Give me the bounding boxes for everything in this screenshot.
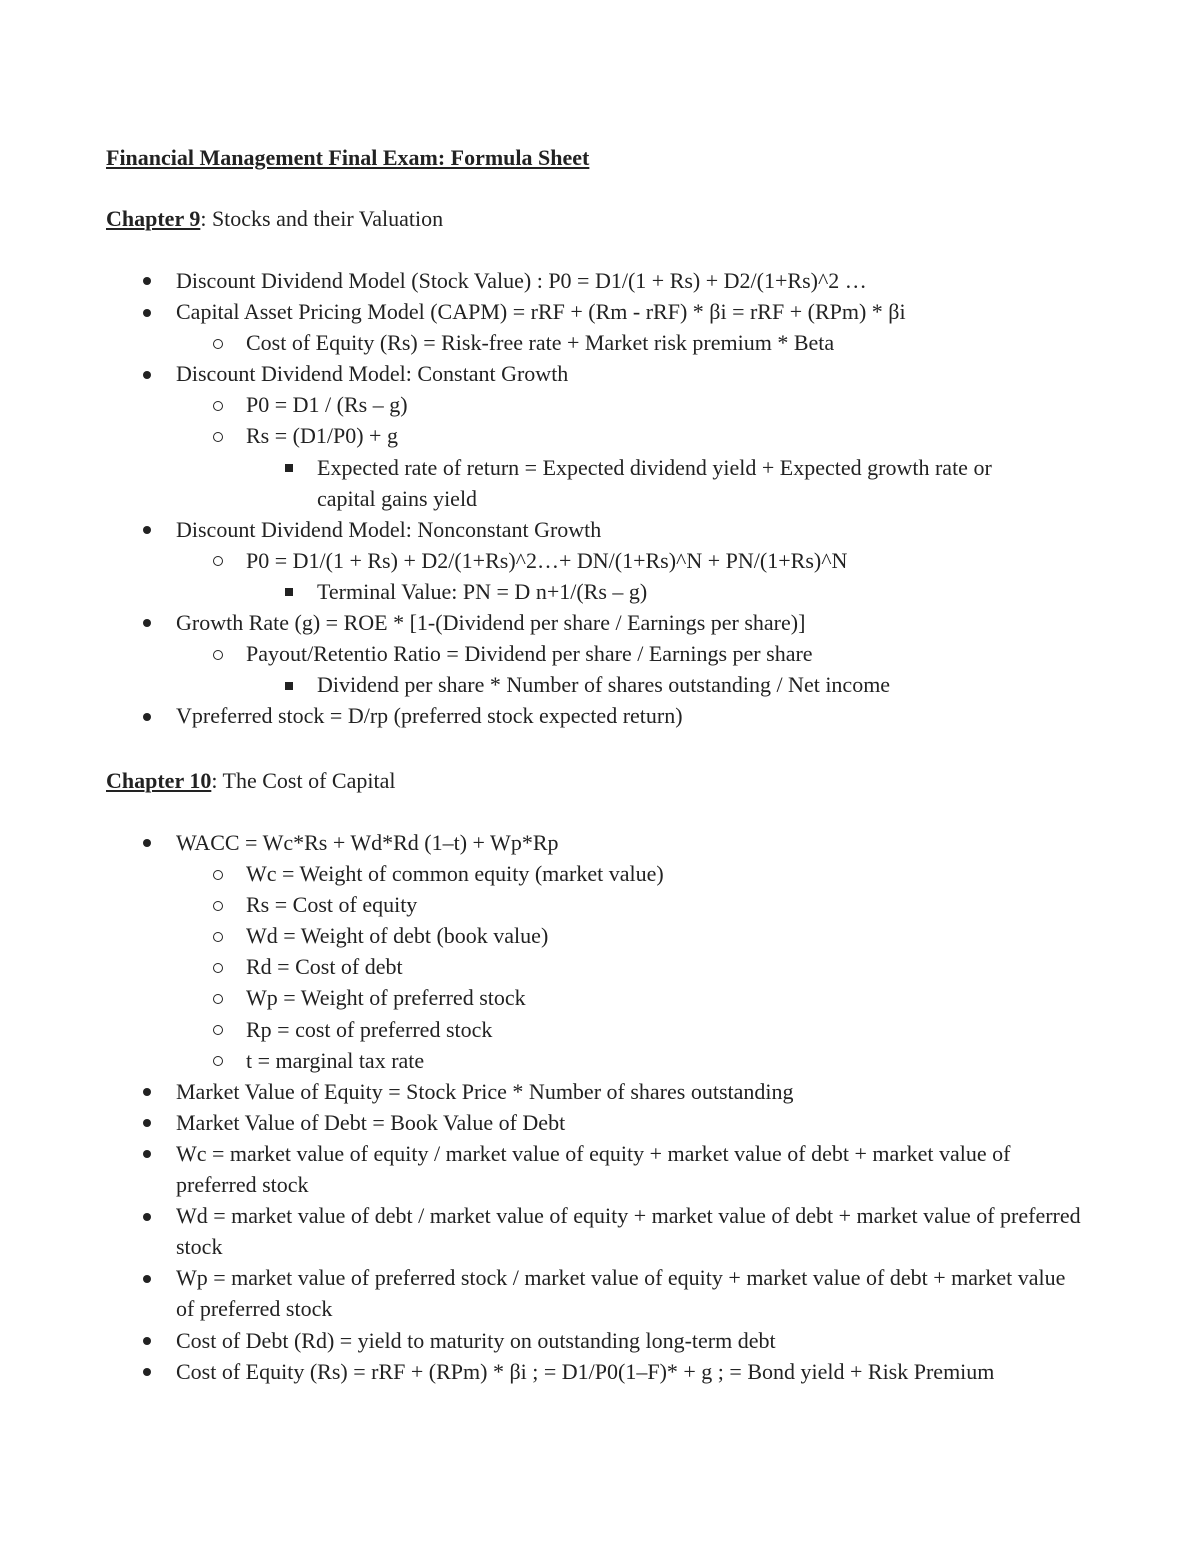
formula-text: Discount Dividend Model: Constant Growth	[176, 361, 569, 387]
bullet-glyph	[285, 588, 293, 596]
formula-text: Market Value of Equity = Stock Price * Number of shares outstanding	[176, 1078, 794, 1104]
bullet-square-icon	[282, 669, 296, 700]
formula-text: Wc = market value of equity / market value of equity + market value of debt + market value of preferred stock	[176, 1140, 1011, 1198]
bullet-filled-circle-icon	[140, 1107, 154, 1138]
bullet-hollow-circle-icon	[211, 889, 225, 920]
bullet-glyph	[213, 1056, 223, 1066]
bullet-glyph	[143, 1119, 151, 1127]
list-item	[0, 1200, 1200, 1262]
chapter-10-formula-list	[0, 827, 1200, 1387]
formula-text: WACC = Wc*Rs + Wd*Rd (1–t) + Wp*Rp	[176, 830, 559, 855]
list-item	[0, 700, 1200, 731]
list-item	[0, 982, 1200, 1013]
list-item	[0, 389, 1200, 420]
list-item	[0, 1076, 1200, 1107]
list-item	[0, 296, 1200, 327]
list-item	[0, 358, 1200, 389]
bullet-glyph	[143, 371, 151, 379]
bullet-filled-circle-icon	[140, 1076, 154, 1107]
list-item	[0, 669, 1200, 700]
list-item	[0, 1325, 1200, 1356]
chapter-10-subtitle: : The Cost of Capital	[211, 768, 396, 793]
formula-text: Wp = Weight of preferred stock	[246, 985, 526, 1011]
bullet-glyph	[213, 1025, 223, 1035]
bullet-filled-circle-icon	[140, 1138, 154, 1169]
bullet-glyph	[213, 870, 223, 880]
bullet-glyph	[213, 401, 223, 411]
formula-text: Discount Dividend Model: Nonconstant Growth	[176, 516, 602, 542]
bullet-glyph	[213, 901, 223, 911]
chapter-9-heading	[106, 203, 443, 234]
bullet-filled-circle-icon	[140, 296, 154, 327]
bullet-filled-circle-icon	[140, 700, 154, 731]
formula-text: P0 = D1/(1 + Rs) + D2/(1+Rs)^2…+ DN/(1+Rs)^N + PN/(1+Rs)^N	[246, 547, 848, 573]
bullet-filled-circle-icon	[140, 1200, 154, 1231]
bullet-filled-circle-icon	[140, 827, 154, 858]
document-title: Financial Management Final Exam: Formula Sheet	[106, 145, 590, 170]
bullet-hollow-circle-icon	[211, 1045, 225, 1076]
bullet-glyph	[143, 526, 151, 534]
bullet-hollow-circle-icon	[211, 327, 225, 358]
bullet-glyph	[213, 432, 223, 442]
list-item	[0, 607, 1200, 638]
formula-text: Rs = (D1/P0) + g	[246, 423, 398, 449]
list-item	[0, 951, 1200, 982]
formula-text: Cost of Equity (Rs) = Risk-free rate + Market risk premium * Beta	[246, 330, 835, 356]
list-item	[0, 1045, 1200, 1076]
bullet-hollow-circle-icon	[211, 982, 225, 1013]
list-item	[0, 1356, 1200, 1387]
bullet-hollow-circle-icon	[211, 858, 225, 889]
bullet-hollow-circle-icon	[211, 1014, 225, 1045]
list-item	[0, 452, 1200, 514]
formula-text: Vpreferred stock = D/rp (preferred stock expected return)	[176, 703, 683, 729]
bullet-glyph	[143, 1088, 151, 1096]
bullet-hollow-circle-icon	[211, 951, 225, 982]
chapter-9-label: Chapter 9	[106, 206, 201, 231]
chapter-9-formula-list	[0, 265, 1200, 731]
bullet-glyph	[213, 994, 223, 1004]
list-item	[0, 920, 1200, 951]
formula-text: Rp = cost of preferred stock	[246, 1016, 493, 1042]
bullet-hollow-circle-icon	[211, 920, 225, 951]
bullet-filled-circle-icon	[140, 265, 154, 296]
bullet-filled-circle-icon	[140, 358, 154, 389]
chapter-10-label: Chapter 10	[106, 768, 212, 793]
formula-text: Market Value of Debt = Book Value of Debt	[176, 1109, 566, 1135]
formula-text: Dividend per share * Number of shares outstanding / Net income	[317, 672, 891, 698]
list-item	[0, 889, 1200, 920]
formula-text: Cost of Equity (Rs) = rRF + (RPm) * βi ; = D1/P0(1–F)* + g ; = Bond yield + Risk Premium	[176, 1358, 995, 1384]
bullet-glyph	[285, 682, 293, 690]
formula-text: t = marginal tax rate	[246, 1047, 425, 1073]
bullet-glyph	[143, 1275, 151, 1283]
bullet-glyph	[213, 932, 223, 942]
bullet-glyph	[143, 1213, 151, 1221]
formula-text: Rs = Cost of equity	[246, 892, 418, 918]
bullet-glyph	[143, 713, 151, 721]
list-item	[0, 545, 1200, 576]
bullet-glyph	[213, 650, 223, 660]
bullet-square-icon	[282, 452, 296, 483]
bullet-hollow-circle-icon	[211, 545, 225, 576]
list-item	[0, 638, 1200, 669]
chapter-10-heading	[106, 765, 395, 796]
bullet-filled-circle-icon	[140, 1262, 154, 1293]
formula-text: Expected rate of return = Expected dividend yield + Expected growth rate or capital gains yield	[317, 454, 992, 511]
list-item	[0, 327, 1200, 358]
list-item	[0, 420, 1200, 451]
bullet-glyph	[213, 556, 223, 566]
list-item	[0, 827, 1200, 858]
list-item	[0, 1107, 1200, 1138]
bullet-glyph	[285, 464, 293, 472]
formula-text: Wc = Weight of common equity (market value)	[246, 861, 664, 887]
list-item	[0, 858, 1200, 889]
bullet-filled-circle-icon	[140, 1325, 154, 1356]
bullet-glyph	[143, 619, 151, 627]
bullet-glyph	[143, 1368, 151, 1376]
bullet-glyph	[143, 839, 151, 847]
list-item	[0, 1138, 1200, 1200]
bullet-filled-circle-icon	[140, 607, 154, 638]
bullet-filled-circle-icon	[140, 514, 154, 545]
bullet-glyph	[213, 339, 223, 349]
formula-text: Cost of Debt (Rd) = yield to maturity on outstanding long-term debt	[176, 1327, 776, 1353]
list-item	[0, 576, 1200, 607]
formula-text: Terminal Value: PN = D n+1/(Rs – g)	[317, 578, 648, 604]
chapter-9-subtitle: : Stocks and their Valuation	[200, 206, 444, 231]
formula-text: Growth Rate (g) = ROE * [1-(Dividend per share / Earnings per share)]	[176, 610, 806, 636]
list-item	[0, 1014, 1200, 1045]
formula-text: P0 = D1 / (Rs – g)	[246, 392, 408, 418]
bullet-glyph	[143, 1150, 151, 1158]
list-item	[0, 514, 1200, 545]
bullet-square-icon	[282, 576, 296, 607]
formula-text: Capital Asset Pricing Model (CAPM) = rRF + (Rm - rRF) * βi = rRF + (RPm) * βi	[176, 299, 906, 325]
bullet-glyph	[143, 309, 151, 317]
formula-text: Wp = market value of preferred stock / market value of equity + market value of debt + market value of preferred stock	[176, 1265, 1066, 1322]
formula-text: Rd = Cost of debt	[246, 954, 403, 980]
bullet-hollow-circle-icon	[211, 389, 225, 420]
list-item	[0, 1262, 1200, 1324]
formula-text: Discount Dividend Model (Stock Value) : P0 = D1/(1 + Rs) + D2/(1+Rs)^2 …	[176, 268, 867, 293]
bullet-glyph	[213, 963, 223, 973]
formula-text: Payout/Retentio Ratio = Dividend per share / Earnings per share	[246, 641, 813, 667]
formula-text: Wd = market value of debt / market value of equity + market value of debt + market value of preferred stock	[176, 1203, 1081, 1260]
list-item	[0, 265, 1200, 296]
formula-text: Wd = Weight of debt (book value)	[246, 923, 549, 949]
bullet-hollow-circle-icon	[211, 420, 225, 451]
bullet-filled-circle-icon	[140, 1356, 154, 1387]
bullet-hollow-circle-icon	[211, 638, 225, 669]
bullet-glyph	[143, 1337, 151, 1345]
bullet-glyph	[143, 277, 151, 285]
